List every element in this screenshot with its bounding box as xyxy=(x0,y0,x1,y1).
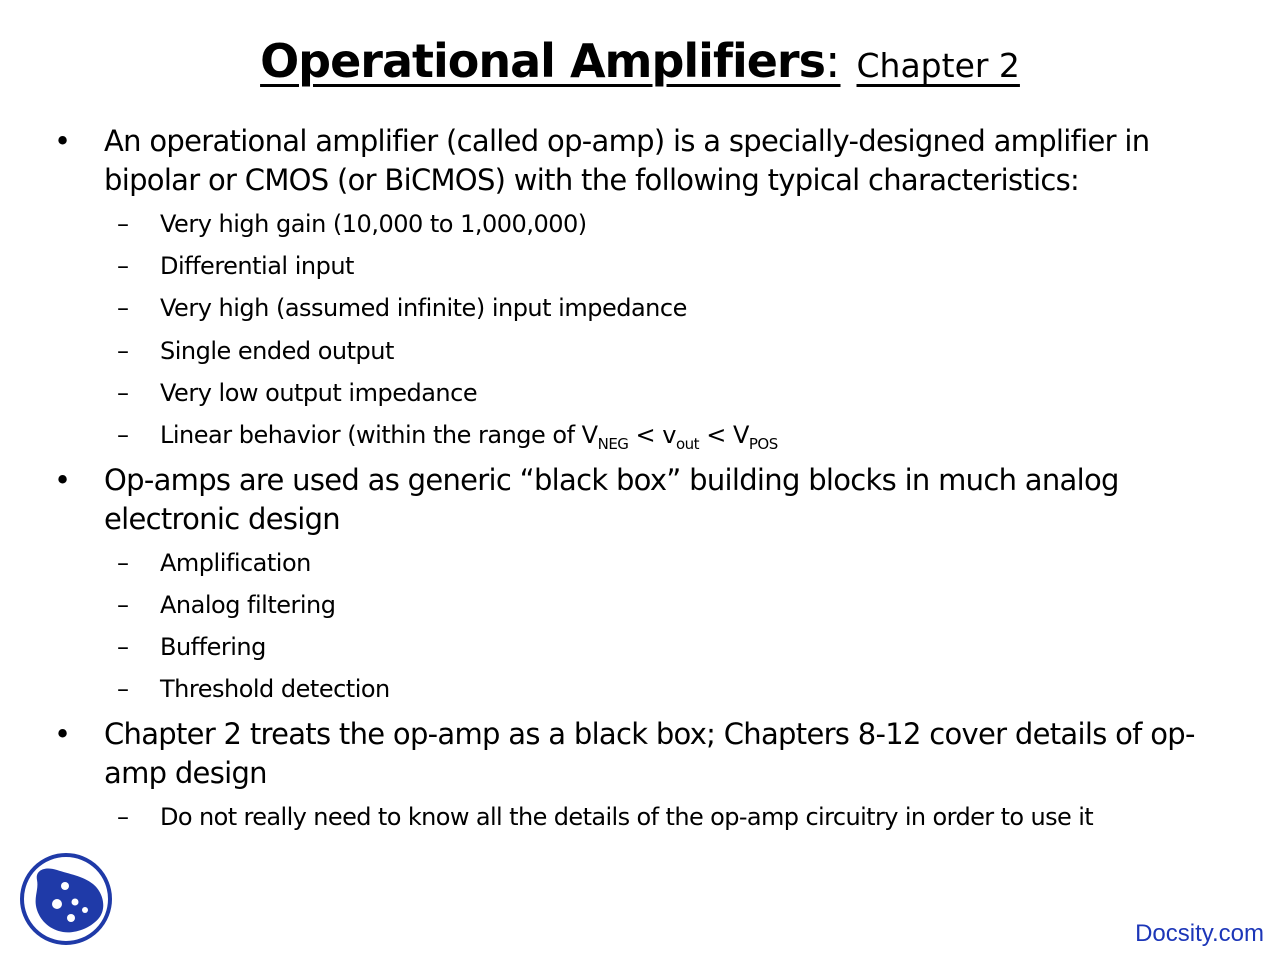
linear-mid-2: < V xyxy=(699,421,749,449)
sub-item-differential-input: Differential input xyxy=(160,252,354,280)
dash-marker: – xyxy=(117,421,129,449)
sub-item-linear-behavior xyxy=(160,420,778,453)
linear-prefix: Linear behavior (within the range of V xyxy=(160,421,598,449)
dash-marker: – xyxy=(117,803,129,831)
dash-marker: – xyxy=(117,633,129,661)
sub-item-input-impedance: Very high (assumed infinite) input impedance xyxy=(160,294,687,322)
slide-title xyxy=(0,34,1280,88)
sub-item-gain: Very high gain (10,000 to 1,000,000) xyxy=(160,210,587,238)
bullet-2-line-1: Op-amps are used as generic “black box” building blocks in much analog xyxy=(104,463,1119,497)
title-main: Operational Amplifiers xyxy=(260,34,825,88)
title-underlined-block xyxy=(260,34,1020,88)
dash-marker: – xyxy=(117,337,129,365)
bullet-2-line-2: electronic design xyxy=(104,502,340,536)
bullet-1-line-2: bipolar or CMOS (or BiCMOS) with the following typical characteristics: xyxy=(104,163,1080,197)
sub-item-output-impedance: Very low output impedance xyxy=(160,379,478,407)
dash-marker: – xyxy=(117,294,129,322)
title-chapter: Chapter 2 xyxy=(856,46,1020,85)
bullet-3-line-2: amp design xyxy=(104,756,267,790)
dash-marker: – xyxy=(117,379,129,407)
dash-marker: – xyxy=(117,549,129,577)
sub-item-single-ended-output: Single ended output xyxy=(160,337,394,365)
subscript-out: out xyxy=(676,435,700,453)
docsity-watermark[interactable]: Docsity.com xyxy=(1135,920,1264,947)
subscript-pos: POS xyxy=(748,435,778,453)
sub-item-circuitry-note: Do not really need to know all the details of the op-amp circuitry in order to use it xyxy=(160,803,1094,831)
dash-marker: – xyxy=(117,591,129,619)
bullet-3-line-1: Chapter 2 treats the op-amp as a black box; Chapters 8-12 cover details of op- xyxy=(104,717,1195,751)
title-colon: : xyxy=(825,34,841,88)
subscript-neg: NEG xyxy=(597,435,629,453)
sub-item-buffering: Buffering xyxy=(160,633,266,661)
dash-marker: – xyxy=(117,210,129,238)
sub-item-amplification: Amplification xyxy=(160,549,311,577)
sub-item-analog-filtering: Analog filtering xyxy=(160,591,336,619)
bullet-marker: • xyxy=(54,124,72,158)
sub-item-threshold-detection: Threshold detection xyxy=(160,675,390,703)
dash-marker: – xyxy=(117,252,129,280)
dash-marker: – xyxy=(117,675,129,703)
docsity-logo-icon xyxy=(19,852,113,946)
bullet-marker: • xyxy=(54,717,72,751)
linear-mid-1: < v xyxy=(628,421,676,449)
bullet-1-line-1: An operational amplifier (called op-amp) is a specially-designed amplifier in xyxy=(104,124,1150,158)
bullet-marker: • xyxy=(54,463,72,497)
